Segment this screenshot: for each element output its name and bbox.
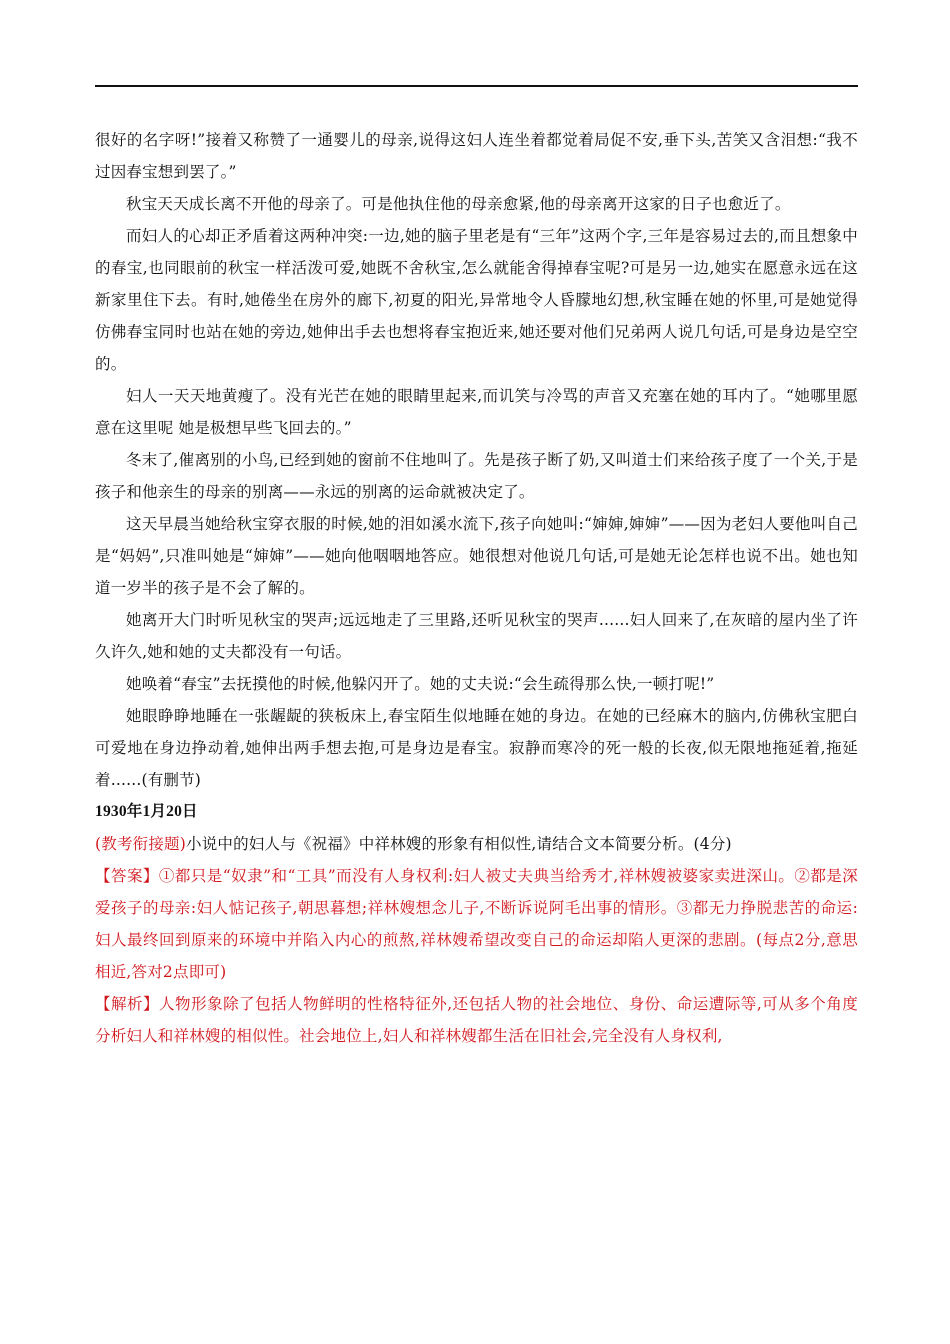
question-tag: (教考衔接题) — [95, 835, 186, 853]
story-paragraph-6: 这天早晨当她给秋宝穿衣服的时候,她的泪如溪水流下,孩子向她叫:“婶婶,婶婶”——因为老妇人要他叫自己是“妈妈”,只准叫她是“婶婶”——她向他咽咽地答应。她很想对他说几句话,可是她无论怎样也说不出。她也知道一岁半的孩子是不会了解的。 — [95, 515, 858, 597]
analysis-label: 【解析】 — [95, 995, 160, 1013]
question — [95, 828, 858, 860]
document-body — [95, 124, 858, 1052]
story-date: 1930年1月20日 — [95, 803, 198, 820]
answer-text: ①都只是“奴隶”和“工具”而没有人身权利:妇人被丈夫典当给秀才,祥林嫂被婆家卖进深山。②都是深爱孩子的母亲:妇人惦记孩子,朝思暮想;祥林嫂想念儿子,不断诉说阿毛出事的情形。③都无力挣脱悲苦的命运:妇人最终回到原来的环境中并陷入内心的煎熬,祥林嫂希望改变自己的命运却陷人更深的悲剧。(每点2分,意思相近,答对2点即可) — [95, 867, 859, 981]
story-paragraph-2: 秋宝天天成长离不开他的母亲了。可是他执住他的母亲愈紧,他的母亲离开这家的日子也愈近了。 — [126, 195, 791, 213]
header-rule — [95, 85, 858, 87]
story-paragraph-5: 冬末了,催离别的小鸟,已经到她的窗前不住地叫了。先是孩子断了奶,又叫道士们来给孩子度了一个关,于是孩子和他亲生的母亲的别离——永远的别离的运命就被决定了。 — [95, 451, 858, 501]
answer-block — [95, 860, 858, 988]
story-paragraph-3: 而妇人的心却正矛盾着这两种冲突:一边,她的脑子里老是有“三年”这两个字,三年是容易过去的,而且想象中的春宝,也同眼前的秋宝一样活泼可爱,她既不舍秋宝,怎么就能舍得掉春宝呢?可是另一边,她实在愿意永远在这新家里住下去。有时,她倦坐在房外的廊下,初夏的阳光,异常地令人昏朦地幻想,秋宝睡在她的怀里,可是她觉得仿佛春宝同时也站在她的旁边,她伸出手去也想将春宝抱近来,她还要对他们兄弟两人说几句话,可是身边是空空的。 — [95, 227, 858, 373]
story-paragraph-8: 她唤着“春宝”去抚摸他的时候,他躲闪开了。她的丈夫说:“会生疏得那么快,一顿打呢!” — [126, 675, 715, 693]
story-paragraph-4: 妇人一天天地黄瘦了。没有光芒在她的眼睛里起来,而讥笑与冷骂的声音又充塞在她的耳内了。“她哪里愿意在这里呢 她是极想早些飞回去的。” — [95, 387, 858, 437]
analysis-text: 人物形象除了包括人物鲜明的性格特征外,还包括人物的社会地位、身份、命运遭际等,可从多个角度分析妇人和祥林嫂的相似性。社会地位上,妇人和祥林嫂都生活在旧社会,完全没有人身权利, — [95, 995, 858, 1045]
story-paragraph-7: 她离开大门时听见秋宝的哭声;远远地走了三里路,还听见秋宝的哭声......妇人回来了,在灰暗的屋内坐了许久许久,她和她的丈夫都没有一句话。 — [95, 611, 858, 661]
question-text: 小说中的妇人与《祝福》中祥林嫂的形象有相似性,请结合文本简要分析。(4分) — [186, 835, 732, 853]
story-paragraph-1: 很好的名字呀!”接着又称赞了一通婴儿的母亲,说得这妇人连坐着都觉着局促不安,垂下头,苦笑又含泪想:“我不过因春宝想到罢了。” — [95, 131, 858, 181]
analysis-block — [95, 988, 858, 1052]
story-paragraph-9: 她眼睁睁地睡在一张龌龊的狭板床上,春宝陌生似地睡在她的身边。在她的已经麻木的脑内,仿佛秋宝肥白可爱地在身边挣动着,她伸出两手想去抱,可是身边是春宝。寂静而寒冷的死一般的长夜,似无限地拖延着,拖延着......(有删节) — [95, 707, 858, 789]
answer-label: 【答案】 — [95, 867, 159, 885]
